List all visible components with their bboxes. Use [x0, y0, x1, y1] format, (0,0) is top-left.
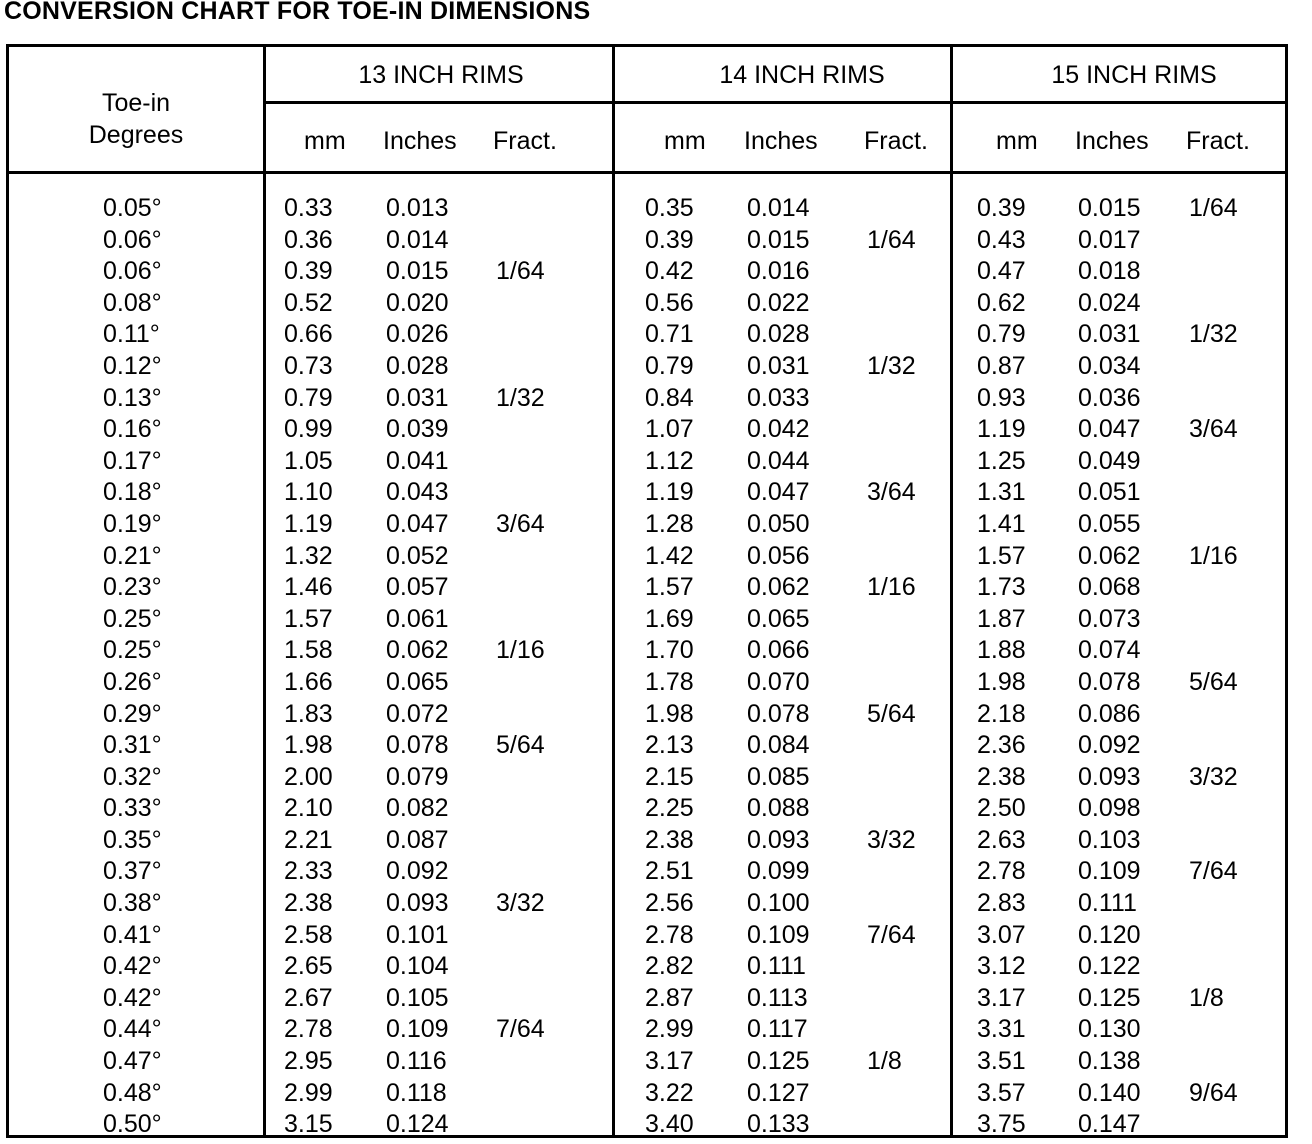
table-row — [9, 447, 1285, 479]
rim-13-inches-cell: 0.062 — [386, 636, 449, 665]
rim-15-inches-cell: 0.098 — [1078, 794, 1141, 823]
rim-15-mm-cell: 3.31 — [977, 1015, 1026, 1044]
rim-14-mm-cell: 0.35 — [645, 194, 694, 222]
rim-15-mm-cell: 2.63 — [977, 825, 1026, 854]
rim-14-inches-cell: 0.033 — [747, 383, 810, 412]
degrees-cell: 0.41° — [103, 920, 162, 949]
table-row — [9, 1110, 1285, 1138]
degrees-cell: 0.11° — [103, 320, 160, 349]
rim-13-inches-cell: 0.092 — [386, 857, 449, 886]
rim-13-fract-header: Fract. — [493, 127, 557, 155]
rim-14-mm-cell: 2.25 — [645, 794, 694, 823]
rim-13-mm-cell: 1.66 — [284, 667, 333, 696]
rim-14-mm-cell: 2.15 — [645, 762, 694, 791]
rim-14-inches-cell: 0.088 — [747, 794, 810, 823]
rim-14-fract-cell: 3/32 — [867, 825, 916, 854]
degrees-cell: 0.26° — [103, 667, 162, 696]
degrees-cell: 0.44° — [103, 1015, 162, 1044]
rim-15-inches-cell: 0.147 — [1078, 1110, 1141, 1138]
table-row — [9, 384, 1285, 416]
rim-15-mm-cell: 1.25 — [977, 446, 1026, 475]
degrees-cell: 0.42° — [103, 983, 162, 1012]
rim-13-mm-cell: 1.46 — [284, 573, 333, 602]
rim-15-header: 15 INCH RIMS — [1051, 61, 1217, 89]
table-row — [9, 289, 1285, 321]
rim-13-inches-cell: 0.078 — [386, 731, 449, 760]
rim-13-inches-cell: 0.101 — [386, 920, 449, 949]
rim-15-mm-cell: 3.57 — [977, 1078, 1026, 1107]
rim-15-fract-cell: 1/16 — [1189, 541, 1238, 570]
rim-15-mm-cell: 0.39 — [977, 194, 1026, 222]
rim-14-mm-cell: 1.70 — [645, 636, 694, 665]
rim-13-inches-cell: 0.072 — [386, 699, 449, 728]
rim-15-mm-cell: 2.36 — [977, 731, 1026, 760]
table-row — [9, 510, 1285, 542]
rim-14-inches-cell: 0.066 — [747, 636, 810, 665]
rim-13-mm-cell: 2.21 — [284, 825, 333, 854]
table-row — [9, 794, 1285, 826]
rim-13-fract-cell: 1/16 — [496, 636, 545, 665]
rim-13-mm-cell: 0.39 — [284, 257, 333, 286]
table-row — [9, 605, 1285, 637]
rim-15-inches-cell: 0.018 — [1078, 257, 1141, 286]
table-body — [9, 194, 1285, 1138]
rim-13-fract-cell: 3/32 — [496, 889, 545, 918]
rim-14-fract-cell: 7/64 — [867, 920, 916, 949]
rim-14-header: 14 INCH RIMS — [719, 61, 885, 89]
rim-13-inches-cell: 0.013 — [386, 194, 449, 222]
rim-14-inches-cell: 0.100 — [747, 889, 810, 918]
rim-14-mm-header: mm — [664, 127, 706, 155]
rim-15-inches-cell: 0.120 — [1078, 920, 1141, 949]
rim-15-mm-cell: 2.50 — [977, 794, 1026, 823]
rim-13-inches-cell: 0.026 — [386, 320, 449, 349]
rim-14-inches-cell: 0.031 — [747, 351, 810, 380]
rim-15-mm-cell: 1.31 — [977, 478, 1026, 507]
table-row — [9, 573, 1285, 605]
rim-15-mm-cell: 1.98 — [977, 667, 1026, 696]
rim-14-mm-cell: 1.78 — [645, 667, 694, 696]
rim-15-fract-cell: 3/64 — [1189, 415, 1238, 444]
rim-15-inches-cell: 0.062 — [1078, 541, 1141, 570]
rim-15-fract-cell: 5/64 — [1189, 667, 1238, 696]
rim-14-inches-cell: 0.014 — [747, 194, 810, 222]
degrees-cell: 0.25° — [103, 604, 162, 633]
rim-14-mm-cell: 0.39 — [645, 225, 694, 254]
rim-13-inches-cell: 0.079 — [386, 762, 449, 791]
rim-14-mm-cell: 1.07 — [645, 415, 694, 444]
rim-13-inches-cell: 0.087 — [386, 825, 449, 854]
rim-13-inches-cell: 0.015 — [386, 257, 449, 286]
rim-14-inches-cell: 0.070 — [747, 667, 810, 696]
rim-14-mm-cell: 0.84 — [645, 383, 694, 412]
rim-13-mm-cell: 0.33 — [284, 194, 333, 222]
rim-13-mm-cell: 3.15 — [284, 1110, 333, 1138]
rim-15-fract-cell: 1/64 — [1189, 194, 1238, 222]
degrees-cell: 0.05° — [103, 194, 162, 222]
rim-13-inches-cell: 0.047 — [386, 509, 449, 538]
degrees-cell: 0.18° — [103, 478, 162, 507]
table-row — [9, 984, 1285, 1016]
rim-14-inches-cell: 0.133 — [747, 1110, 810, 1138]
rim-15-mm-cell: 3.17 — [977, 983, 1026, 1012]
rim-15-mm-header: mm — [996, 127, 1038, 155]
rim-14-inches-cell: 0.113 — [747, 983, 808, 1012]
rim-14-inches-cell: 0.056 — [747, 541, 810, 570]
rim-15-inches-cell: 0.093 — [1078, 762, 1141, 791]
rim-14-inches-cell: 0.016 — [747, 257, 810, 286]
rim-14-mm-cell: 1.12 — [645, 446, 694, 475]
table-row — [9, 731, 1285, 763]
rim-13-fract-cell: 1/32 — [496, 383, 545, 412]
table-row — [9, 320, 1285, 352]
rim-15-inches-cell: 0.138 — [1078, 1047, 1141, 1076]
rim-15-inches-cell: 0.092 — [1078, 731, 1141, 760]
rim-15-inches-cell: 0.111 — [1078, 889, 1137, 918]
rim-14-mm-cell: 1.42 — [645, 541, 694, 570]
rim-13-mm-cell: 0.99 — [284, 415, 333, 444]
rim-15-mm-cell: 0.79 — [977, 320, 1026, 349]
rim-15-mm-cell: 2.78 — [977, 857, 1026, 886]
degrees-header — [9, 87, 263, 151]
rim-14-inches-cell: 0.062 — [747, 573, 810, 602]
rim-15-mm-cell: 1.41 — [977, 509, 1026, 538]
rim-13-inches-header: Inches — [383, 127, 457, 155]
rim-15-inches-cell: 0.055 — [1078, 509, 1141, 538]
degrees-cell: 0.35° — [103, 825, 162, 854]
rim-14-fract-cell: 1/16 — [867, 573, 916, 602]
rim-14-mm-cell: 1.98 — [645, 699, 694, 728]
rim-13-mm-cell: 0.36 — [284, 225, 333, 254]
rim-13-mm-cell: 1.10 — [284, 478, 333, 507]
rim-13-inches-cell: 0.020 — [386, 288, 449, 317]
rim-13-mm-cell: 1.58 — [284, 636, 333, 665]
header-divider — [263, 101, 1285, 104]
rim-15-inches-header: Inches — [1075, 127, 1149, 155]
rim-14-inches-cell: 0.044 — [747, 446, 810, 475]
degrees-cell: 0.21° — [103, 541, 162, 570]
degrees-cell: 0.33° — [103, 794, 162, 823]
rim-15-fract-cell: 1/32 — [1189, 320, 1238, 349]
rim-13-inches-cell: 0.061 — [386, 604, 449, 633]
rim-15-mm-cell: 3.12 — [977, 952, 1026, 981]
rim-13-inches-cell: 0.104 — [386, 952, 449, 981]
rim-15-mm-cell: 1.87 — [977, 604, 1026, 633]
rim-14-fract-header: Fract. — [864, 127, 928, 155]
rim-14-mm-cell: 2.56 — [645, 889, 694, 918]
rim-14-mm-cell: 2.78 — [645, 920, 694, 949]
table-row — [9, 763, 1285, 795]
rim-13-mm-cell: 0.73 — [284, 351, 333, 380]
rim-14-inches-cell: 0.111 — [747, 952, 806, 981]
rim-14-inches-cell: 0.078 — [747, 699, 810, 728]
rim-14-inches-cell: 0.022 — [747, 288, 810, 317]
rim-14-mm-cell: 1.69 — [645, 604, 694, 633]
degrees-cell: 0.13° — [103, 383, 162, 412]
page-title: CONVERSION CHART FOR TOE-IN DIMENSIONS — [4, 0, 591, 25]
rim-14-inches-cell: 0.042 — [747, 415, 810, 444]
rim-15-inches-cell: 0.130 — [1078, 1015, 1141, 1044]
rim-14-mm-cell: 2.51 — [645, 857, 694, 886]
rim-13-inches-cell: 0.041 — [386, 446, 449, 475]
rim-14-inches-cell: 0.047 — [747, 478, 810, 507]
degrees-cell: 0.08° — [103, 288, 162, 317]
rim-14-inches-cell: 0.125 — [747, 1047, 810, 1076]
rim-14-mm-cell: 2.38 — [645, 825, 694, 854]
rim-14-mm-cell: 2.87 — [645, 983, 694, 1012]
degrees-cell: 0.29° — [103, 699, 162, 728]
table-row — [9, 352, 1285, 384]
rim-15-inches-cell: 0.074 — [1078, 636, 1141, 665]
rim-14-inches-cell: 0.015 — [747, 225, 810, 254]
rim-15-mm-cell: 2.38 — [977, 762, 1026, 791]
rim-14-mm-cell: 0.42 — [645, 257, 694, 286]
rim-13-inches-cell: 0.093 — [386, 889, 449, 918]
rim-15-fract-header: Fract. — [1186, 127, 1250, 155]
degrees-cell: 0.17° — [103, 446, 162, 475]
rim-14-mm-cell: 2.82 — [645, 952, 694, 981]
rim-15-inches-cell: 0.051 — [1078, 478, 1141, 507]
rim-14-mm-cell: 0.56 — [645, 288, 694, 317]
rim-15-mm-cell: 0.62 — [977, 288, 1026, 317]
rim-15-inches-cell: 0.122 — [1078, 952, 1141, 981]
rim-14-fract-cell: 5/64 — [867, 699, 916, 728]
rim-14-inches-cell: 0.028 — [747, 320, 810, 349]
rim-13-mm-cell: 1.83 — [284, 699, 333, 728]
rim-13-mm-cell: 0.79 — [284, 383, 333, 412]
rim-13-mm-cell: 0.66 — [284, 320, 333, 349]
rim-15-inches-cell: 0.073 — [1078, 604, 1141, 633]
rim-15-inches-cell: 0.034 — [1078, 351, 1141, 380]
rim-13-mm-cell: 2.67 — [284, 983, 333, 1012]
rim-14-mm-cell: 1.28 — [645, 509, 694, 538]
rim-14-inches-cell: 0.127 — [747, 1078, 810, 1107]
rim-13-inches-cell: 0.057 — [386, 573, 449, 602]
rim-13-mm-cell: 2.33 — [284, 857, 333, 886]
header-bottom-rule — [9, 171, 1285, 174]
rim-13-fract-cell: 1/64 — [496, 257, 545, 286]
rim-13-mm-cell: 2.65 — [284, 952, 333, 981]
rim-14-fract-cell: 3/64 — [867, 478, 916, 507]
rim-15-mm-cell: 3.07 — [977, 920, 1026, 949]
degrees-cell: 0.06° — [103, 257, 162, 286]
table-row — [9, 257, 1285, 289]
rim-15-mm-cell: 1.88 — [977, 636, 1026, 665]
rim-15-inches-cell: 0.024 — [1078, 288, 1141, 317]
degrees-header-line1: Toe-in — [101, 89, 171, 117]
table-row — [9, 700, 1285, 732]
rim-15-fract-cell: 7/64 — [1189, 857, 1238, 886]
rim-13-mm-cell: 1.98 — [284, 731, 333, 760]
degrees-cell: 0.32° — [103, 762, 162, 791]
rim-13-inches-cell: 0.118 — [386, 1078, 447, 1107]
rim-14-inches-cell: 0.109 — [747, 920, 810, 949]
rim-15-inches-cell: 0.049 — [1078, 446, 1141, 475]
rim-14-mm-cell: 2.13 — [645, 731, 694, 760]
rim-13-inches-cell: 0.105 — [386, 983, 449, 1012]
rim-14-inches-header: Inches — [744, 127, 818, 155]
degrees-cell: 0.50° — [103, 1110, 162, 1138]
rim-13-mm-cell: 1.19 — [284, 509, 333, 538]
rim-14-mm-cell: 0.71 — [645, 320, 694, 349]
rim-13-inches-cell: 0.065 — [386, 667, 449, 696]
rim-15-mm-cell: 1.19 — [977, 415, 1026, 444]
rim-15-inches-cell: 0.031 — [1078, 320, 1141, 349]
rim-15-inches-cell: 0.036 — [1078, 383, 1141, 412]
rim-15-mm-cell: 1.57 — [977, 541, 1026, 570]
rim-15-mm-cell: 2.18 — [977, 699, 1026, 728]
rim-14-fract-cell: 1/64 — [867, 225, 916, 254]
rim-14-inches-cell: 0.084 — [747, 731, 810, 760]
rim-15-fract-cell: 1/8 — [1189, 983, 1224, 1012]
rim-14-inches-cell: 0.117 — [747, 1015, 808, 1044]
rim-15-mm-cell: 2.83 — [977, 889, 1026, 918]
table-row — [9, 542, 1285, 574]
degrees-header-line2: Degrees — [88, 121, 184, 149]
rim-15-inches-cell: 0.140 — [1078, 1078, 1141, 1107]
table-row — [9, 826, 1285, 858]
rim-15-inches-cell: 0.086 — [1078, 699, 1141, 728]
table-row — [9, 857, 1285, 889]
rim-13-inches-cell: 0.109 — [386, 1015, 449, 1044]
rim-13-inches-cell: 0.043 — [386, 478, 449, 507]
degrees-cell: 0.25° — [103, 636, 162, 665]
rim-14-mm-cell: 3.40 — [645, 1110, 694, 1138]
rim-14-mm-cell: 1.57 — [645, 573, 694, 602]
rim-13-mm-cell: 2.78 — [284, 1015, 333, 1044]
rim-14-inches-cell: 0.093 — [747, 825, 810, 854]
table-row — [9, 889, 1285, 921]
rim-13-inches-cell: 0.052 — [386, 541, 449, 570]
table-row — [9, 1079, 1285, 1111]
degrees-cell: 0.38° — [103, 889, 162, 918]
rim-13-mm-cell: 2.99 — [284, 1078, 333, 1107]
rim-15-mm-cell: 1.73 — [977, 573, 1026, 602]
rim-13-fract-cell: 5/64 — [496, 731, 545, 760]
rim-13-inches-cell: 0.039 — [386, 415, 449, 444]
rim-14-inches-cell: 0.099 — [747, 857, 810, 886]
table-row — [9, 952, 1285, 984]
rim-13-mm-cell: 2.10 — [284, 794, 333, 823]
degrees-cell: 0.16° — [103, 415, 162, 444]
rim-15-fract-cell: 9/64 — [1189, 1078, 1238, 1107]
degrees-cell: 0.06° — [103, 225, 162, 254]
rim-14-inches-cell: 0.085 — [747, 762, 810, 791]
rim-13-mm-cell: 1.57 — [284, 604, 333, 633]
degrees-cell: 0.42° — [103, 952, 162, 981]
table-row — [9, 1047, 1285, 1079]
degrees-cell: 0.47° — [103, 1047, 162, 1076]
rim-15-inches-cell: 0.015 — [1078, 194, 1141, 222]
table-row — [9, 921, 1285, 953]
rim-14-mm-cell: 0.79 — [645, 351, 694, 380]
degrees-cell: 0.19° — [103, 509, 162, 538]
rim-13-mm-cell: 2.95 — [284, 1047, 333, 1076]
rim-14-mm-cell: 3.22 — [645, 1078, 694, 1107]
rim-14-mm-cell: 1.19 — [645, 478, 694, 507]
table-row — [9, 636, 1285, 668]
table-row — [9, 668, 1285, 700]
rim-13-mm-cell: 2.58 — [284, 920, 333, 949]
rim-15-inches-cell: 0.125 — [1078, 983, 1141, 1012]
rim-13-inches-cell: 0.082 — [386, 794, 449, 823]
table-row — [9, 194, 1285, 226]
rim-15-mm-cell: 0.43 — [977, 225, 1026, 254]
table-row — [9, 226, 1285, 258]
table-row — [9, 1015, 1285, 1047]
degrees-cell: 0.48° — [103, 1078, 162, 1107]
rim-15-mm-cell: 3.51 — [977, 1047, 1026, 1076]
rim-15-mm-cell: 3.75 — [977, 1110, 1026, 1138]
rim-15-inches-cell: 0.047 — [1078, 415, 1141, 444]
rim-13-mm-cell: 2.00 — [284, 762, 333, 791]
rim-15-fract-cell: 3/32 — [1189, 762, 1238, 791]
rim-13-fract-cell: 7/64 — [496, 1015, 545, 1044]
rim-14-inches-cell: 0.050 — [747, 509, 810, 538]
rim-13-inches-cell: 0.116 — [386, 1047, 447, 1076]
rim-13-mm-cell: 1.32 — [284, 541, 333, 570]
rim-13-inches-cell: 0.031 — [386, 383, 449, 412]
conversion-table — [6, 44, 1288, 1138]
rim-15-inches-cell: 0.068 — [1078, 573, 1141, 602]
rim-15-mm-cell: 0.87 — [977, 351, 1026, 380]
degrees-cell: 0.37° — [103, 857, 162, 886]
degrees-cell: 0.12° — [103, 351, 162, 380]
degrees-cell: 0.23° — [103, 573, 162, 602]
rim-14-mm-cell: 2.99 — [645, 1015, 694, 1044]
rim-14-fract-cell: 1/8 — [867, 1047, 902, 1076]
rim-14-mm-cell: 3.17 — [645, 1047, 694, 1076]
rim-13-inches-cell: 0.124 — [386, 1110, 449, 1138]
rim-15-mm-cell: 0.47 — [977, 257, 1026, 286]
rim-13-mm-cell: 2.38 — [284, 889, 333, 918]
table-row — [9, 415, 1285, 447]
rim-14-fract-cell: 1/32 — [867, 351, 916, 380]
rim-14-inches-cell: 0.065 — [747, 604, 810, 633]
rim-13-mm-cell: 1.05 — [284, 446, 333, 475]
rim-15-mm-cell: 0.93 — [977, 383, 1026, 412]
rim-15-inches-cell: 0.109 — [1078, 857, 1141, 886]
rim-13-mm-header: mm — [304, 127, 346, 155]
rim-13-inches-cell: 0.028 — [386, 351, 449, 380]
rim-15-inches-cell: 0.103 — [1078, 825, 1141, 854]
rim-15-inches-cell: 0.078 — [1078, 667, 1141, 696]
degrees-cell: 0.31° — [103, 731, 162, 760]
rim-15-inches-cell: 0.017 — [1078, 225, 1141, 254]
rim-13-inches-cell: 0.014 — [386, 225, 449, 254]
rim-13-fract-cell: 3/64 — [496, 509, 545, 538]
table-row — [9, 478, 1285, 510]
rim-13-header: 13 INCH RIMS — [358, 61, 524, 89]
rim-13-mm-cell: 0.52 — [284, 288, 333, 317]
